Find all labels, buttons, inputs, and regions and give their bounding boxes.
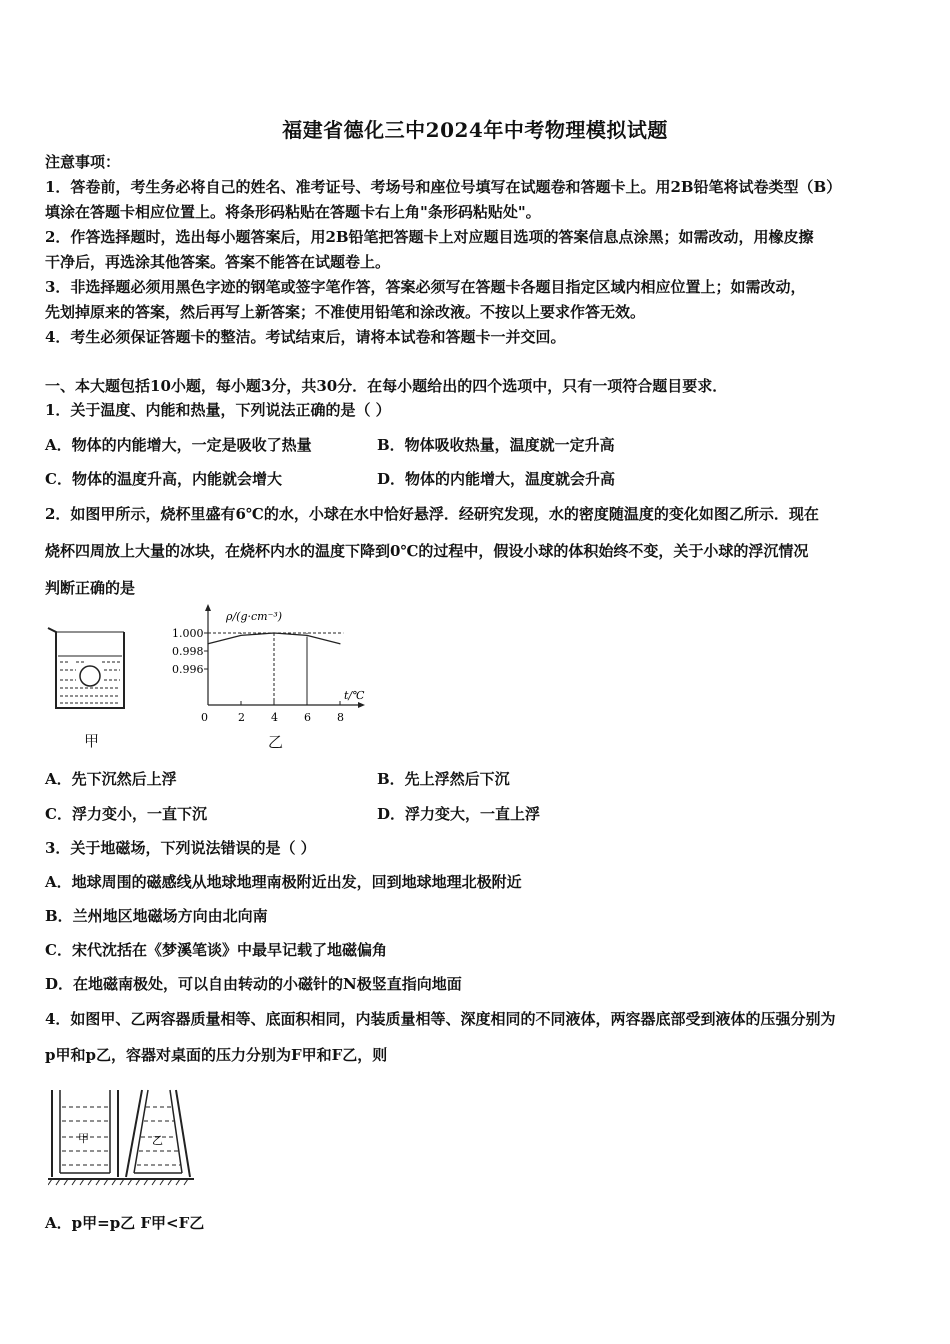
origin-label: 0: [201, 711, 208, 724]
q1-stem: 1．关于温度、内能和热量，下列说法正确的是（ ）: [45, 401, 391, 419]
notice-line: 4．考生必须保证答题卡的整洁。考试结束后，请将本试卷和答题卡一并交回。: [45, 328, 566, 346]
y-tick-label: 0.996: [172, 663, 204, 676]
q3-option-a[interactable]: A．地球周围的磁感线从地球地理南极附近出发，回到地球地理北极附近: [45, 873, 522, 891]
q3-option-c[interactable]: C．宋代沈括在《梦溪笔谈》中最早记载了地磁偏角: [45, 941, 387, 959]
q4-stem-line: 4．如图甲、乙两容器质量相等、底面积相同，内装质量相等、深度相同的不同液体，两容器底部受到液体的压强分别为: [45, 1010, 836, 1028]
x-tick-label: 6: [304, 711, 311, 724]
density-point: [207, 643, 208, 644]
x-axis-arrow: [358, 702, 365, 708]
x-axis-label: t/℃: [344, 689, 365, 702]
q2-stem-line: 烧杯四周放上大量的冰块，在烧杯内水的温度下降到0℃的过程中，假设小球的体积始终不变，关于小球的浮沉情况: [45, 542, 809, 560]
x-tick-label: 2: [238, 711, 245, 724]
y-axis-label: ρ/(g·cm⁻³): [226, 610, 283, 623]
containers-figure: [48, 1085, 198, 1195]
y-axis-arrow: [205, 604, 211, 611]
notice-line: 3．非选择题必须用黑色字迹的钢笔或签字笔作答，答案必须写在答题卡各题目指定区域内相应位置上；如需改动，: [45, 278, 806, 296]
notice-line: 干净后，再选涂其他答案。答案不能答在试题卷上。: [45, 253, 391, 271]
notice-line: 1．答卷前，考生务必将自己的姓名、准考证号、考场号和座位号填写在试题卷和答题卡上。用2B铅笔将试卷类型（B）: [45, 178, 842, 196]
page-title: 福建省德化三中2024年中考物理模拟试题: [282, 118, 668, 142]
q2-option-d[interactable]: D．浮力变大，一直上浮: [377, 805, 541, 823]
figure-label-jia: 甲: [84, 732, 100, 750]
q1-option-a[interactable]: A．物体的内能增大，一定是吸收了热量: [45, 436, 312, 454]
q3-option-b[interactable]: B．兰州地区地磁场方向由北向南: [45, 907, 268, 925]
q2-option-a[interactable]: A．先下沉然后上浮: [45, 770, 177, 788]
container-label-jia: 甲: [78, 1132, 89, 1145]
q2-stem-line: 2．如图甲所示，烧杯里盛有6℃的水，小球在水中恰好悬浮．经研究发现，水的密度随温度的变化如图乙所示．现在: [45, 505, 819, 523]
ball: [80, 666, 100, 686]
q1-option-b[interactable]: B．物体吸收热量，温度就一定升高: [377, 436, 615, 454]
q3-option-d[interactable]: D．在地磁南极处，可以自由转动的小磁针的N极竖直指向地面: [45, 975, 462, 993]
q2-option-c[interactable]: C．浮力变小，一直下沉: [45, 805, 207, 823]
notice-line: 2．作答选择题时，选出每小题答案后，用2B铅笔把答题卡上对应题目选项的答案信息点涂黑；如需改动，用橡皮擦: [45, 228, 814, 246]
notice-heading: 注意事项：: [45, 153, 121, 171]
y-tick-label: 0.998: [172, 645, 204, 658]
q1-option-c[interactable]: C．物体的温度升高，内能就会增大: [45, 470, 282, 488]
q4-option-a[interactable]: A．p甲=p乙 F甲<F乙: [45, 1214, 205, 1232]
y-tick-label: 1.000: [172, 627, 204, 640]
section-heading: 一、本大题包括10小题，每小题3分，共30分．在每小题给出的四个选项中，只有一项符合题目要求．: [45, 377, 728, 395]
q2-option-b[interactable]: B．先上浮然后下沉: [377, 770, 510, 788]
density-point: [273, 632, 274, 633]
figure-label-yi: 乙: [268, 733, 284, 751]
x-tick-label: 8: [337, 711, 344, 724]
x-tick-label: 4: [271, 711, 278, 724]
q3-stem: 3．关于地磁场，下列说法错误的是（ ）: [45, 839, 316, 857]
density-point: [240, 633, 241, 634]
notice-line: 先划掉原来的答案，然后再写上新答案；不准使用铅笔和涂改液。不按以上要求作答无效。: [45, 303, 646, 321]
q4-stem-line: p甲和p乙，容器对桌面的压力分别为F甲和F乙，则: [45, 1046, 388, 1064]
notice-line: 填涂在答题卡相应位置上。将条形码粘贴在答题卡右上角"条形码粘贴处"。: [45, 203, 541, 221]
container-label-yi: 乙: [152, 1134, 163, 1147]
q2-stem-line: 判断正确的是: [45, 579, 136, 597]
density-point: [339, 643, 340, 644]
density-point: [306, 633, 307, 634]
q1-option-d[interactable]: D．物体的内能增大，温度就会升高: [377, 470, 616, 488]
